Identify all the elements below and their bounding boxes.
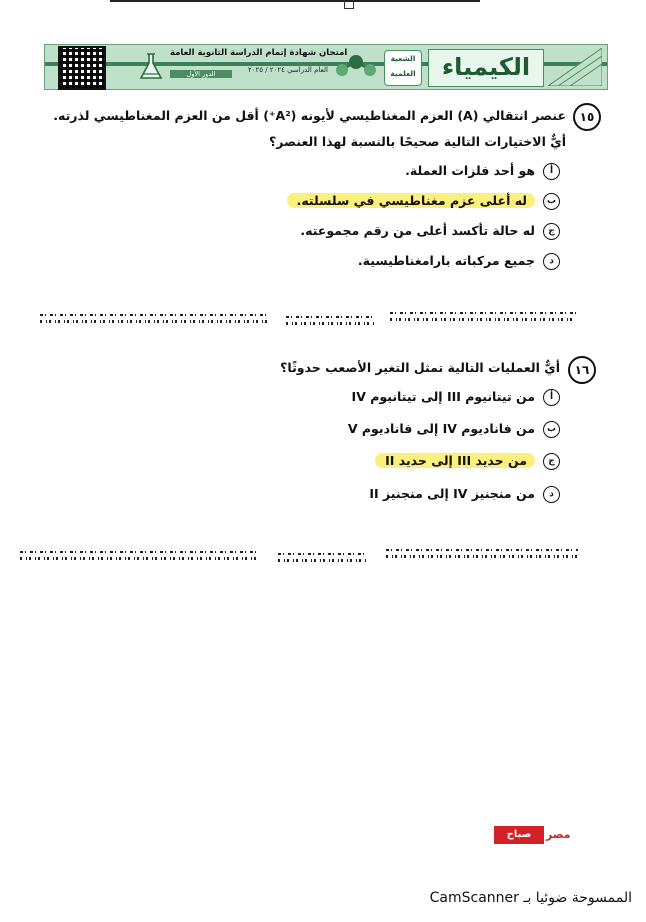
molecule-icon [332,50,380,82]
question-15-stem-line2: أيٌّ الاختيارات التالية صحيحًا بالنسبة لهذا العنصر؟ [269,134,566,149]
academic-year: العام الدراسي ٢٠٢٤ / ٢٠٢٥ [247,66,328,74]
scribble-line [286,314,374,326]
option-a-text: هو أحد فلزات العملة. [405,163,535,178]
option-d-text: جميع مركباته بارامغناطيسية. [357,253,535,268]
option-b-badge: ب [543,193,560,210]
question-15-option-c[interactable] [300,223,560,240]
question-16-option-a[interactable] [352,389,560,406]
question-16-stem: أيٌّ العمليات التالية تمثل التغير الأصعب حدوثًا؟ [280,360,560,375]
logo-red-part: صباح [494,826,544,844]
question-16-option-b[interactable] [348,421,560,438]
division-badge [384,50,422,86]
question-15-option-a[interactable] [405,163,560,180]
option-b-text: من فاناديوم IV إلى فاناديوم V [347,421,535,436]
option-a-badge: أ [543,163,560,180]
question-15-stem-line1: عنصر انتقالي (A) العزم المغناطيسي لأيونه (A²⁺) أقل من العزم المغناطيسي لذرته. [53,108,566,123]
option-d-text: من منجنيز IV إلى منجنيز II [369,486,535,501]
scribble-line [20,549,260,561]
scribble-line [278,551,368,563]
question-15-option-d[interactable] [358,253,560,270]
division-line1: الشعبة [390,54,416,63]
subject-title: الكيمياء [428,49,544,87]
option-d-badge: د [543,486,560,503]
flask-icon [138,52,164,82]
question-16-option-d[interactable] [369,486,560,503]
option-c-badge: ج [543,223,560,240]
option-b-text-highlighted: له أعلى عزم مغناطيسي في سلسلته. [287,193,535,208]
question-15-option-b[interactable] [287,193,560,210]
exam-round: الدور الأول [170,70,232,78]
question-16-option-c[interactable] [375,453,560,470]
scribble-line [390,310,576,322]
option-c-text-highlighted: من حديد III إلى حديد II [375,453,535,468]
scanner-caption: الممسوحة ضوئيا بـ CamScanner [429,890,632,906]
cropped-top-line [110,0,480,6]
corner-decoration-icon [548,48,602,86]
option-b-badge: ب [543,421,560,438]
question-16-number: ١٦ [568,356,596,384]
option-a-text: من تيتانيوم III إلى تيتانيوم IV [351,389,535,404]
option-a-badge: أ [543,389,560,406]
scribble-line [386,547,578,559]
scribble-line [40,312,268,324]
option-c-badge: ج [543,453,560,470]
qr-code-icon [58,46,106,90]
watermark-logo [494,826,590,844]
option-c-text: له حالة تأكسد أعلى من رقم مجموعته. [300,223,535,238]
option-d-badge: د [543,253,560,270]
division-line2: العلمية [390,69,416,78]
question-15-number: ١٥ [573,103,601,131]
exam-title: امتحان شهادة إتمام الدراسة الثانوية العامة [170,48,348,58]
logo-text-part: مصر [546,828,571,841]
